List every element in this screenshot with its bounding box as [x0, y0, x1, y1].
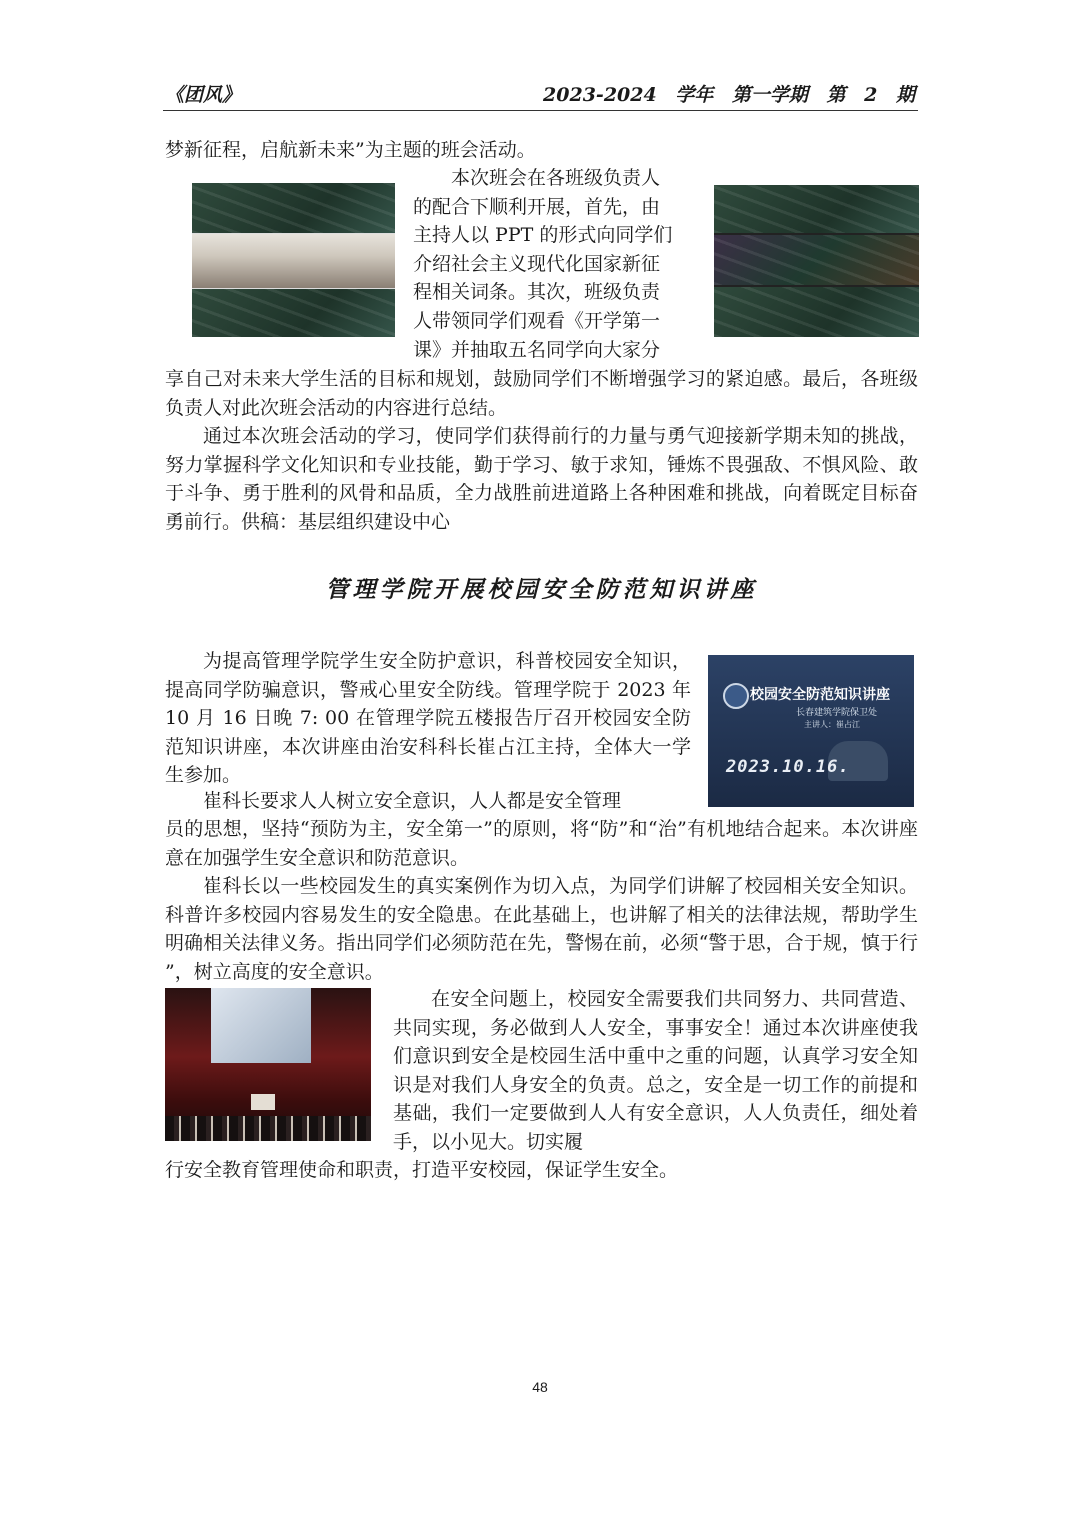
slide-speaker: 主讲人：崔占江: [804, 720, 860, 729]
projection-screen: [211, 988, 311, 1063]
paragraph: 通过本次班会活动的学习，使同学们获得前行的力量与勇气迎接新学期未知的挑战，努力掌握科学文化知识和专业技能，勤于学习、敏于求知，锤炼不畏强敌、不惧风险、敢于斗争、勇于胜利的风骨和品质，全力战胜前进道路上各种困难和挑战，向着既定目标奋勇前行。供稿：基层组织建设中心: [165, 425, 918, 533]
lecture-slide-photo: [708, 655, 914, 807]
blackboard-photo: [714, 185, 919, 233]
blackboard-photo: [192, 289, 395, 337]
blackboard-photo-collage: [714, 185, 919, 337]
blackboard-photo: [714, 235, 919, 285]
classroom-photo: [192, 234, 395, 288]
wrapped-paragraph: [413, 164, 696, 364]
paragraph-continued: 梦新征程，启航新未来”为主题的班会活动。: [165, 139, 536, 161]
paragraph: 崔科长以一些校园发生的真实案例作为切入点，为同学们讲解了校园相关安全知识。科普许多校园内容易发生的安全隐患。在此基础上，也讲解了相关的法律法规，帮助学生明确相关法律义务。指出同学们必须防范在先，警惕在前，必须“警于思，合于规，慎于行 ”，树立高度的安全意识。: [165, 875, 918, 983]
header-rule: [163, 110, 918, 111]
blackboard-photo: [192, 183, 395, 233]
paragraph: 崔科长要求人人树立安全意识，人人都是安全管理: [203, 790, 622, 812]
slide-title: 校园安全防范知识讲座: [750, 687, 890, 703]
slide-date: 2023.10.16.: [726, 757, 850, 777]
journal-title: 《团风》: [165, 84, 242, 106]
text-line: 程相关词条。其次，班级负责: [413, 281, 661, 304]
text-line: 人带领同学们观看《开学第一: [413, 309, 661, 332]
page-number: 48: [532, 1379, 548, 1395]
text-line: 本次班会在各班级负责人: [451, 167, 661, 189]
class-meeting-photo-collage: [192, 183, 395, 337]
text-line: 介绍社会主义现代化国家新征: [413, 252, 661, 275]
school-emblem-icon: [723, 683, 749, 709]
paragraph: 员的思想，坚持“预防为主，安全第一”的原则，将“防”和“治”有机地结合起来。本次讲座意在加强学生安全意识和防范意识。: [165, 818, 918, 869]
text-line: 主持人以 PPT 的形式向同学们: [413, 224, 673, 247]
text-line: 课》并抽取五名同学向大家分: [413, 338, 661, 361]
slide-background: [708, 655, 914, 807]
article-title: 管理学院开展校园安全防范知识讲座: [325, 577, 758, 603]
paragraph: 行安全教育管理使命和职责，打造平安校园，保证学生安全。: [165, 1159, 679, 1181]
slide-subtitle: 长春建筑学院保卫处: [796, 708, 878, 718]
text-line: 的配合下顺利开展，首先，由: [413, 195, 661, 218]
paragraph: 享自己对未来大学生活的目标和规划，鼓励同学们不断增强学习的紧迫感。最后，各班级负责人对此次班会活动的内容进行总结。: [165, 368, 918, 419]
lecture-hall-photo: [165, 988, 371, 1141]
paragraph: 为提高管理学院学生安全防护意识，科普校园安全知识，提高同学防骗意识，警戒心里安全防线。管理学院于 2023 年 10 月 16 日晚 7: 00 在管理学院五楼报告厅召开校园安全防范知识讲座，本次讲座由治安科科长崔占江主持，全体大一学生参加。: [165, 650, 691, 787]
podium: [251, 1094, 275, 1110]
paragraph: 在安全问题上，校园安全需要我们共同努力、共同营造、共同实现，务必做到人人安全，事事安全！通过本次讲座使我们意识到安全是校园生活中重中之重的问题，认真学习安全知识是对我们人身安全的负责。总之，安全是一切工作的前提和基础，我们一定要做到人人有安全意识，人人负责任，细处着手，以小见大。切实履: [393, 988, 918, 1153]
issue-info: 2023-2024 学年 第一学期 第 2 期: [543, 84, 915, 106]
audience: [165, 1116, 371, 1141]
blackboard-photo: [714, 287, 919, 337]
